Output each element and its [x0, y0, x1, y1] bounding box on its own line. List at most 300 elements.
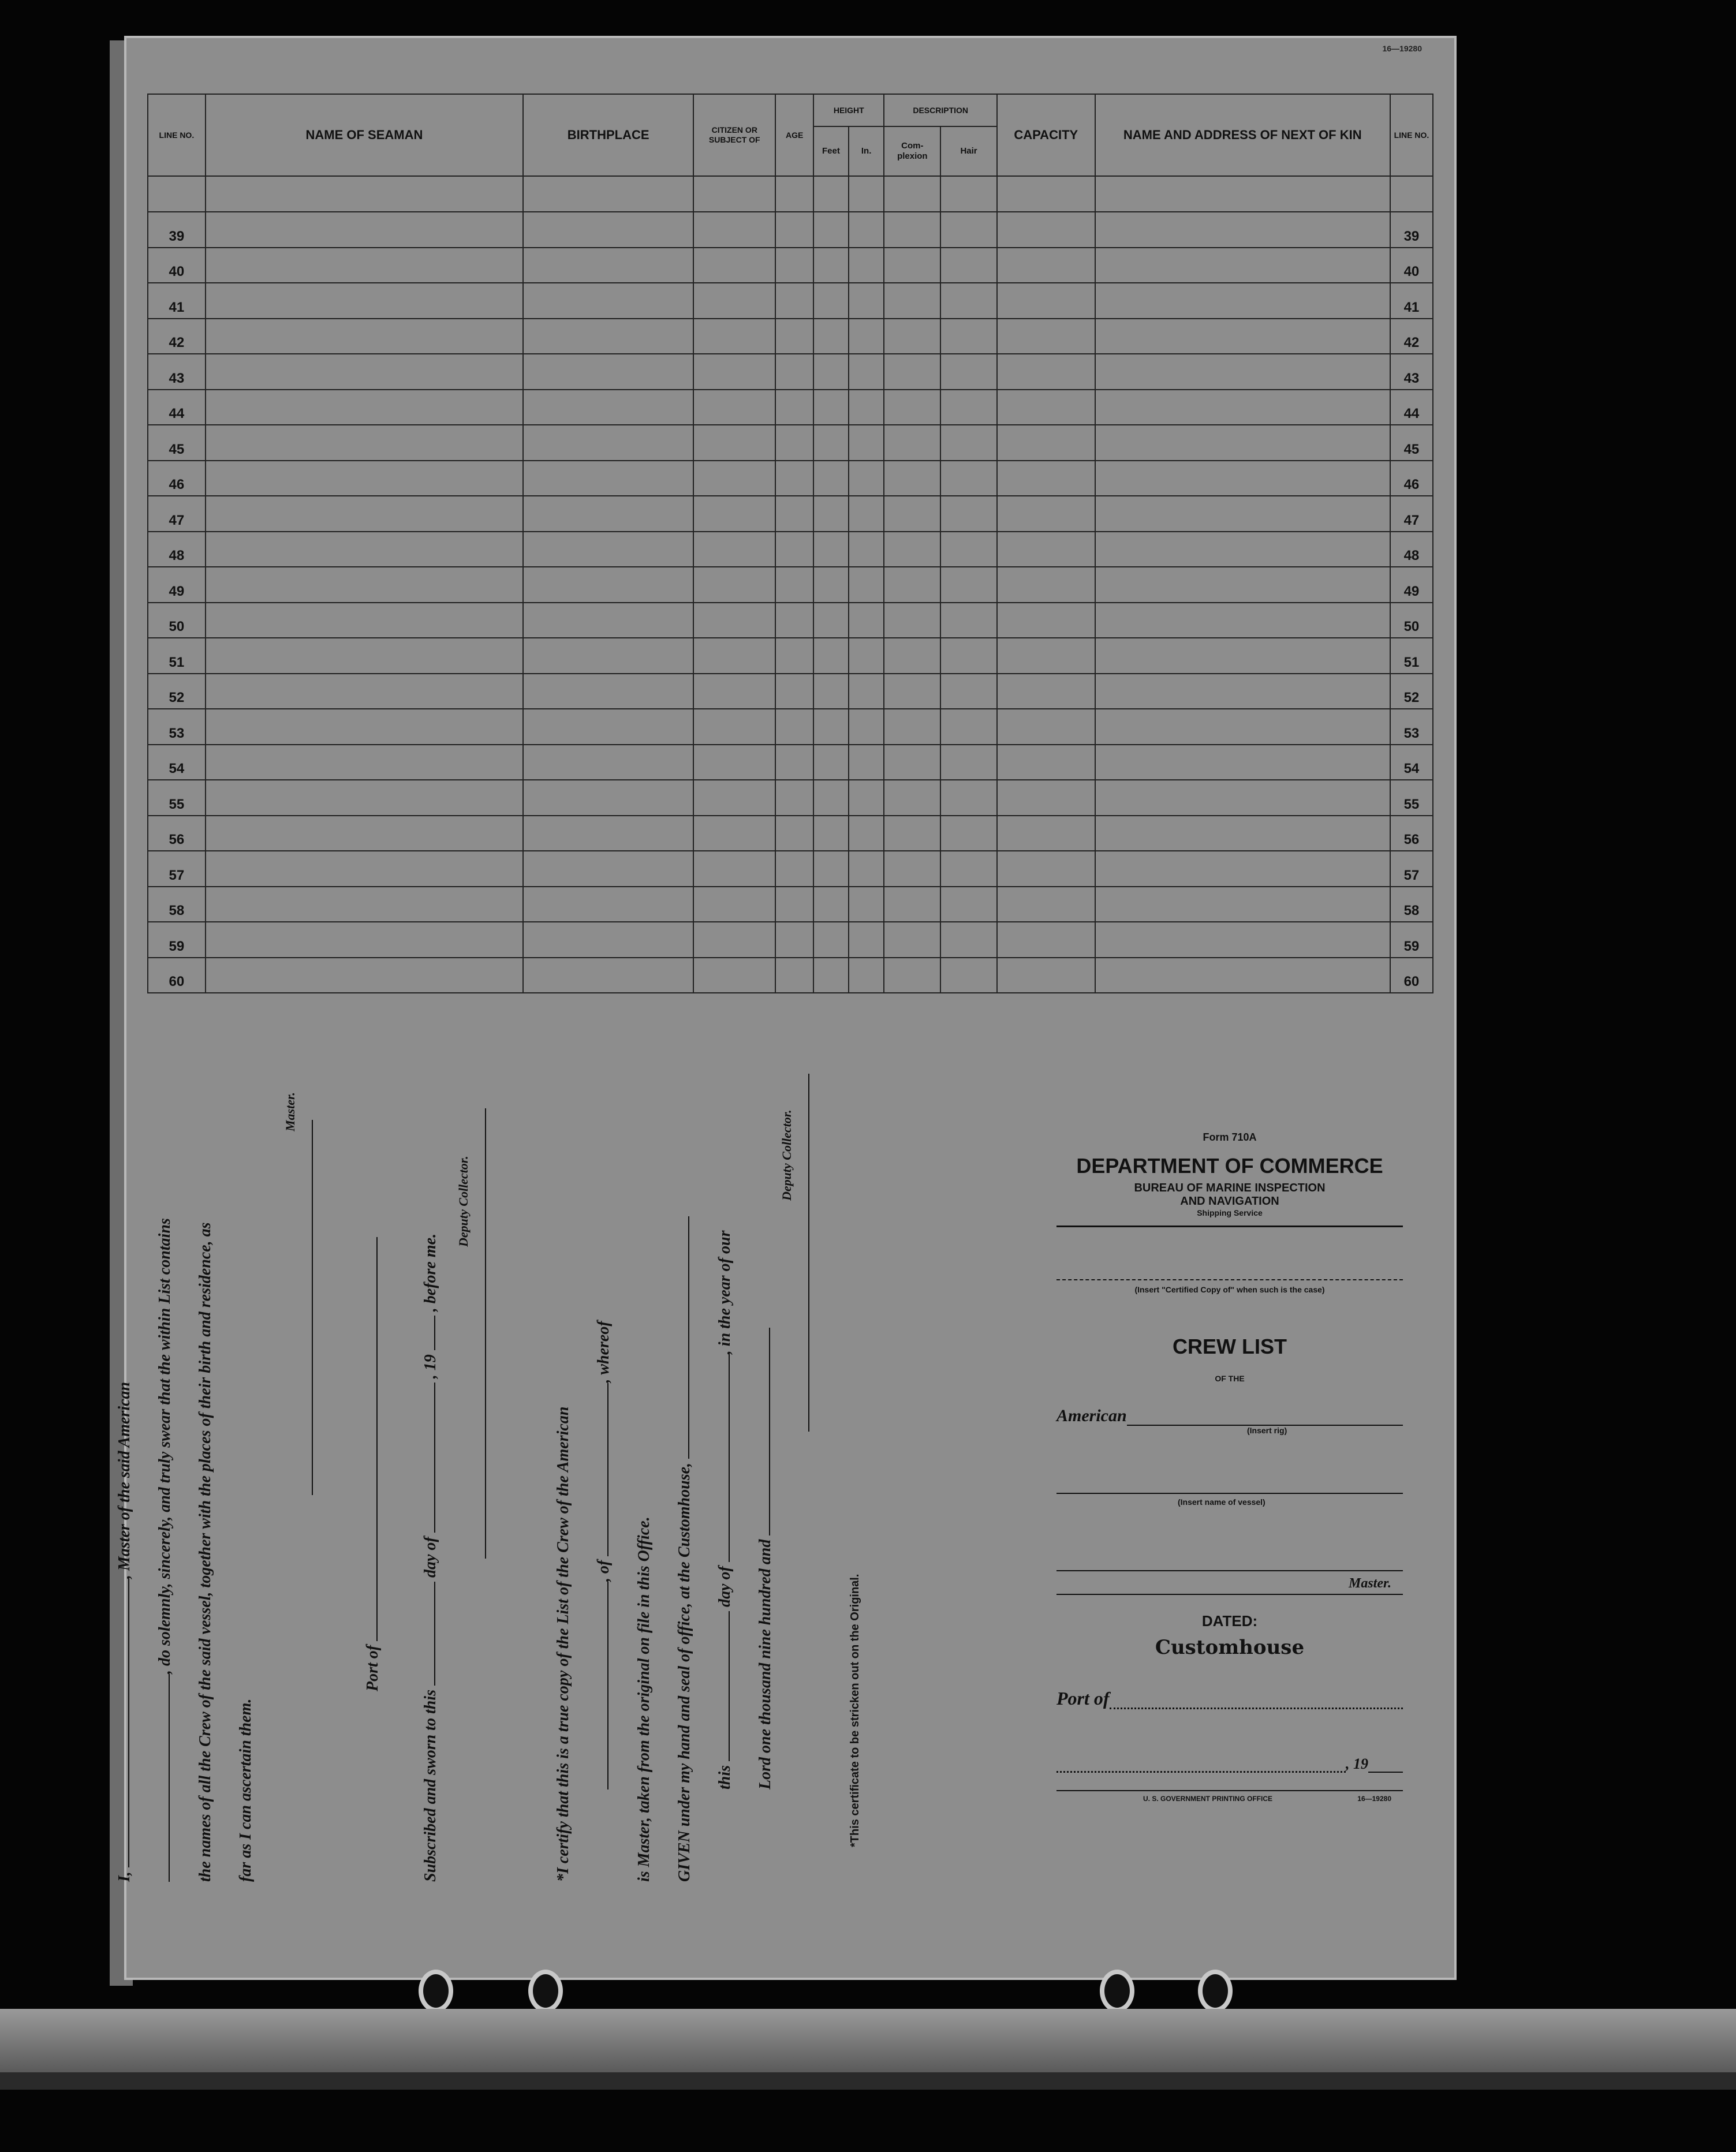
blank-cell	[849, 638, 884, 674]
blank-cell	[849, 425, 884, 461]
blank-cell	[849, 532, 884, 567]
blank-cell	[884, 638, 940, 674]
oath-swear-line: , do solemnly, sincerely, and truly swear that the within List contains	[156, 1218, 174, 1674]
table-row	[148, 887, 1433, 922]
blank-cell	[997, 319, 1095, 354]
oath-of: , of	[595, 1560, 613, 1582]
blank-cell	[523, 461, 693, 496]
blank-cell	[523, 212, 693, 248]
blank-cell	[775, 816, 813, 851]
header-citizen: CITIZEN OR SUBJECT OF	[693, 94, 775, 176]
oath-names-line: the names of all the Crew of the said vessel, together with the places of their birth and residence, as	[196, 1222, 214, 1882]
blank-cell	[523, 745, 693, 780]
blank-cell	[775, 496, 813, 532]
blank-cell	[775, 354, 813, 390]
blank-cell	[849, 283, 884, 319]
blank-cell	[813, 851, 849, 887]
table-row	[148, 248, 1433, 283]
blank-cell	[940, 425, 997, 461]
blank-cell	[849, 780, 884, 816]
blank-cell	[849, 674, 884, 709]
blank-cell	[813, 674, 849, 709]
american-label: American	[1056, 1406, 1127, 1425]
blank-cell	[1095, 603, 1390, 638]
blank-cell	[775, 958, 813, 993]
line-number-right: 43	[1390, 354, 1433, 390]
blank-cell	[884, 212, 940, 248]
shipping-service: Shipping Service	[1197, 1208, 1263, 1217]
line-number: 52	[148, 674, 206, 709]
blank-cell	[884, 887, 940, 922]
blank-cell	[813, 319, 849, 354]
blank-cell	[775, 425, 813, 461]
blank-cell	[693, 248, 775, 283]
blank-cell	[940, 248, 997, 283]
oath-certify-line: *I certify that this is a true copy of the List of the Crew of the American	[554, 1406, 572, 1882]
oath-nineteen: , 19	[421, 1354, 439, 1379]
line-number-right: 39	[1390, 212, 1433, 248]
blank-cell	[884, 603, 940, 638]
blank-cell	[884, 709, 940, 745]
oath-this: this	[716, 1765, 734, 1789]
blank-cell	[884, 532, 940, 567]
blank-cell	[523, 603, 693, 638]
blank-cell	[940, 709, 997, 745]
table-row	[148, 638, 1433, 674]
line-number: 47	[148, 496, 206, 532]
blank-cell	[1095, 638, 1390, 674]
blank-cell	[206, 283, 523, 319]
blank-cell	[206, 319, 523, 354]
blank-cell	[940, 319, 997, 354]
blank-cell	[1095, 816, 1390, 851]
blank-cell	[775, 887, 813, 922]
line-number-right: 56	[1390, 816, 1433, 851]
oath-day-of-2: day of	[716, 1566, 734, 1607]
blank-cell	[693, 638, 775, 674]
blank-cell	[940, 496, 997, 532]
insert-certified-note: (Insert "Certified Copy of" when such is the case)	[1134, 1285, 1325, 1294]
bureau-line-2: AND NAVIGATION	[1180, 1195, 1279, 1208]
line-number-right: 60	[1390, 958, 1433, 993]
oath-block	[98, 1062, 878, 1882]
blank-cell	[693, 709, 775, 745]
blank-cell	[940, 212, 997, 248]
table-row	[148, 532, 1433, 567]
header-age: AGE	[775, 94, 813, 176]
blank-cell	[206, 709, 523, 745]
blank-cell	[884, 283, 940, 319]
blank-cell	[206, 958, 523, 993]
line-number: 57	[148, 851, 206, 887]
blank-cell	[775, 851, 813, 887]
blank-cell	[849, 567, 884, 603]
blank-cell	[693, 319, 775, 354]
blank-cell	[523, 709, 693, 745]
oath-footnote: *This certificate to be stricken out on the Original.	[849, 1574, 861, 1847]
blank-cell	[206, 248, 523, 283]
blank-cell	[775, 461, 813, 496]
blank-cell	[884, 958, 940, 993]
line-number: 50	[148, 603, 206, 638]
punch-hole	[1198, 1970, 1233, 2012]
oath-port-of: Port of	[364, 1645, 382, 1691]
blank-cell	[940, 390, 997, 425]
blank-cell	[849, 461, 884, 496]
blank-cell	[997, 248, 1095, 283]
blank-cell	[1095, 390, 1390, 425]
oath-in-year: , in the year of our	[716, 1230, 734, 1355]
blank-cell	[997, 567, 1095, 603]
line-number-right: 50	[1390, 603, 1433, 638]
blank-cell	[813, 603, 849, 638]
oath-deputy-collector-2: Deputy Collector.	[779, 1109, 794, 1201]
blank-cell	[523, 283, 693, 319]
blank-cell	[1095, 248, 1390, 283]
line-number: 42	[148, 319, 206, 354]
line-number-right: 57	[1390, 851, 1433, 887]
line-number: 44	[148, 390, 206, 425]
oath-before-me: , before me.	[421, 1233, 439, 1312]
table-row	[148, 922, 1433, 958]
oath-lord-line: Lord one thousand nine hundred and	[756, 1539, 774, 1789]
insert-name-note: (Insert name of vessel)	[1178, 1497, 1265, 1507]
header-complexion: Com- plexion	[884, 126, 940, 176]
table-row	[148, 319, 1433, 354]
blank-cell	[1095, 674, 1390, 709]
line-number: 51	[148, 638, 206, 674]
blank-cell	[940, 816, 997, 851]
blank-cell	[813, 283, 849, 319]
line-number-right: 59	[1390, 922, 1433, 958]
line-number-right: 42	[1390, 319, 1433, 354]
blank-cell	[1095, 425, 1390, 461]
table-row	[148, 816, 1433, 851]
blank-cell	[206, 603, 523, 638]
blank-cell	[997, 212, 1095, 248]
of-the-label: OF THE	[1215, 1374, 1245, 1383]
blank-cell	[775, 319, 813, 354]
table-row	[148, 283, 1433, 319]
blank-cell	[940, 674, 997, 709]
blank-cell	[206, 780, 523, 816]
blank-cell	[206, 390, 523, 425]
blank-cell	[206, 532, 523, 567]
blank-cell	[1095, 922, 1390, 958]
insert-rig-note: (Insert rig)	[1247, 1426, 1287, 1435]
blank-cell	[206, 922, 523, 958]
blank-cell	[849, 212, 884, 248]
blank-cell	[997, 532, 1095, 567]
blank-cell	[940, 283, 997, 319]
blank-cell	[775, 212, 813, 248]
line-number-right: 47	[1390, 496, 1433, 532]
blank-cell	[693, 780, 775, 816]
blank-cell	[206, 212, 523, 248]
blank-cell	[523, 496, 693, 532]
year-label: , 19	[1346, 1755, 1368, 1772]
table-row	[148, 851, 1433, 887]
blank-cell	[849, 922, 884, 958]
blank-cell	[849, 319, 884, 354]
line-number: 48	[148, 532, 206, 567]
line-number: 46	[148, 461, 206, 496]
blank-cell	[1095, 567, 1390, 603]
line-number-right: 51	[1390, 638, 1433, 674]
blank-cell	[997, 354, 1095, 390]
department-of-commerce: DEPARTMENT OF COMMERCE	[1076, 1154, 1383, 1178]
oath-master-of-american: , Master of the said American	[115, 1381, 133, 1579]
blank-cell	[940, 745, 997, 780]
blank-cell	[940, 567, 997, 603]
master-label: Master.	[1348, 1576, 1391, 1591]
blank-cell	[849, 248, 884, 283]
blank-cell	[940, 461, 997, 496]
blank-cell	[693, 603, 775, 638]
form-number-top: 16—19280	[1382, 44, 1422, 53]
oath-whereof: , whereof	[595, 1321, 613, 1383]
blank-cell	[884, 319, 940, 354]
blank-cell	[775, 745, 813, 780]
blank-cell	[884, 674, 940, 709]
blank-cell	[884, 780, 940, 816]
table-row	[148, 354, 1433, 390]
header-hair: Hair	[940, 126, 997, 176]
blank-cell	[997, 851, 1095, 887]
blank-cell	[884, 354, 940, 390]
blank-cell	[849, 496, 884, 532]
header-next-of-kin: NAME AND ADDRESS OF NEXT OF KIN	[1095, 94, 1390, 176]
blank-cell	[523, 532, 693, 567]
blank-cell	[849, 745, 884, 780]
blank-cell	[884, 248, 940, 283]
oath-given-line: GIVEN under my hand and seal of office, at the Customhouse,	[675, 1462, 693, 1882]
line-number: 39	[148, 212, 206, 248]
blank-cell	[940, 780, 997, 816]
line-number-right: 46	[1390, 461, 1433, 496]
blank-cell	[813, 532, 849, 567]
crew-list-cover-panel	[1056, 1131, 1403, 1803]
blank-cell	[775, 532, 813, 567]
blank-cell	[997, 390, 1095, 425]
blank-cell	[206, 425, 523, 461]
dated-label: DATED:	[1201, 1612, 1258, 1630]
table-row	[148, 745, 1433, 780]
blank-cell	[997, 887, 1095, 922]
blank-cell	[523, 851, 693, 887]
blank-cell	[813, 496, 849, 532]
blank-cell	[693, 958, 775, 993]
line-number: 54	[148, 745, 206, 780]
blank-cell	[813, 461, 849, 496]
punch-hole	[528, 1970, 563, 2012]
table-row	[148, 390, 1433, 425]
line-number-right: 58	[1390, 887, 1433, 922]
blank-cell	[775, 674, 813, 709]
blank-cell	[813, 780, 849, 816]
blank-cell	[523, 319, 693, 354]
line-number-right: 49	[1390, 567, 1433, 603]
scanner-bottom-strip	[0, 2009, 1736, 2072]
line-number-right: 53	[1390, 709, 1433, 745]
table-row	[148, 958, 1433, 993]
blank-cell	[849, 851, 884, 887]
blank-cell	[523, 567, 693, 603]
line-number: 53	[148, 709, 206, 745]
line-number-right: 54	[1390, 745, 1433, 780]
ledger-body	[148, 176, 1433, 993]
blank-cell	[775, 283, 813, 319]
blank-cell	[997, 496, 1095, 532]
blank-cell	[523, 887, 693, 922]
blank-cell	[693, 851, 775, 887]
blank-cell	[775, 390, 813, 425]
blank-cell	[997, 674, 1095, 709]
blank-cell	[206, 496, 523, 532]
blank-cell	[813, 745, 849, 780]
blank-cell	[1095, 283, 1390, 319]
blank-cell	[206, 354, 523, 390]
blank-cell	[997, 922, 1095, 958]
blank-cell	[940, 887, 997, 922]
blank-cell	[1095, 851, 1390, 887]
blank-cell	[813, 248, 849, 283]
blank-cell	[849, 816, 884, 851]
blank-cell	[1095, 780, 1390, 816]
blank-cell	[940, 354, 997, 390]
blank-cell	[1095, 958, 1390, 993]
blank-cell	[940, 922, 997, 958]
blank-cell	[997, 461, 1095, 496]
line-number-right: 44	[1390, 390, 1433, 425]
blank-cell	[775, 248, 813, 283]
blank-cell	[849, 354, 884, 390]
blank-cell	[997, 603, 1095, 638]
port-of-label: Port of	[1056, 1688, 1110, 1709]
printer-number: 16—19280	[1357, 1795, 1391, 1803]
table-row	[148, 567, 1433, 603]
oath-subscribed: Subscribed and sworn to this	[421, 1690, 439, 1882]
line-number: 40	[148, 248, 206, 283]
blank-cell	[1095, 745, 1390, 780]
blank-cell	[884, 851, 940, 887]
table-row	[148, 212, 1433, 248]
blank-cell	[206, 638, 523, 674]
blank-cell	[813, 922, 849, 958]
blank-cell	[775, 922, 813, 958]
header-line-no: LINE NO.	[148, 94, 206, 176]
blank-cell	[813, 958, 849, 993]
blank-cell	[523, 816, 693, 851]
blank-cell	[884, 745, 940, 780]
blank-cell	[940, 603, 997, 638]
blank-cell	[523, 354, 693, 390]
blank-cell	[693, 745, 775, 780]
oath-master-signature-label: Master.	[283, 1092, 297, 1131]
line-number-right: 40	[1390, 248, 1433, 283]
blank-cell	[693, 922, 775, 958]
line-number: 60	[148, 958, 206, 993]
blank-cell	[1095, 709, 1390, 745]
blank-cell	[1095, 496, 1390, 532]
blank-cell	[206, 745, 523, 780]
blank-cell	[1095, 532, 1390, 567]
blank-cell	[206, 816, 523, 851]
line-number: 49	[148, 567, 206, 603]
blank-cell	[884, 425, 940, 461]
blank-cell	[849, 887, 884, 922]
line-number: 59	[148, 922, 206, 958]
blank-cell	[940, 532, 997, 567]
blank-cell	[775, 638, 813, 674]
blank-cell	[940, 851, 997, 887]
blank-cell	[849, 709, 884, 745]
header-capacity: CAPACITY	[997, 94, 1095, 176]
blank-cell	[813, 816, 849, 851]
blank-cell	[1095, 461, 1390, 496]
blank-cell	[813, 212, 849, 248]
blank-cell	[523, 425, 693, 461]
header-feet: Feet	[813, 126, 849, 176]
blank-cell	[206, 461, 523, 496]
blank-cell	[775, 780, 813, 816]
blank-cell	[693, 887, 775, 922]
form-710a-label: Form 710A	[1203, 1131, 1257, 1143]
blank-cell	[206, 887, 523, 922]
blank-cell	[813, 887, 849, 922]
line-number: 58	[148, 887, 206, 922]
customhouse-label: Customhouse	[1155, 1636, 1305, 1659]
blank-cell	[523, 780, 693, 816]
blank-cell	[775, 603, 813, 638]
header-line-no-right: LINE NO.	[1390, 94, 1433, 176]
blank-cell	[884, 567, 940, 603]
printer-label: U. S. GOVERNMENT PRINTING OFFICE	[1143, 1795, 1273, 1803]
blank-cell	[813, 567, 849, 603]
blank-cell	[775, 567, 813, 603]
blank-cell	[997, 745, 1095, 780]
header-name-of-seaman: NAME OF SEAMAN	[206, 94, 523, 176]
blank-cell	[693, 461, 775, 496]
blank-cell	[523, 390, 693, 425]
table-row	[148, 674, 1433, 709]
blank-cell	[775, 709, 813, 745]
crew-ledger-table	[147, 94, 1433, 993]
header-height: HEIGHT	[813, 94, 884, 126]
blank-cell	[997, 709, 1095, 745]
blank-cell	[813, 390, 849, 425]
blank-cell	[693, 674, 775, 709]
blank-cell	[693, 390, 775, 425]
blank-cell	[813, 425, 849, 461]
blank-cell	[940, 638, 997, 674]
blank-cell	[523, 958, 693, 993]
blank-cell	[997, 816, 1095, 851]
line-number-right: 48	[1390, 532, 1433, 567]
blank-cell	[997, 638, 1095, 674]
table-row	[148, 496, 1433, 532]
blank-cell	[693, 496, 775, 532]
blank-cell	[884, 496, 940, 532]
blank-cell	[693, 283, 775, 319]
blank-cell	[884, 461, 940, 496]
blank-cell	[849, 603, 884, 638]
blank-cell	[693, 816, 775, 851]
blank-cell	[523, 674, 693, 709]
blank-cell	[206, 674, 523, 709]
oath-is-master-line: is Master, taken from the original on file in this Office.	[635, 1516, 653, 1882]
blank-cell	[1095, 212, 1390, 248]
